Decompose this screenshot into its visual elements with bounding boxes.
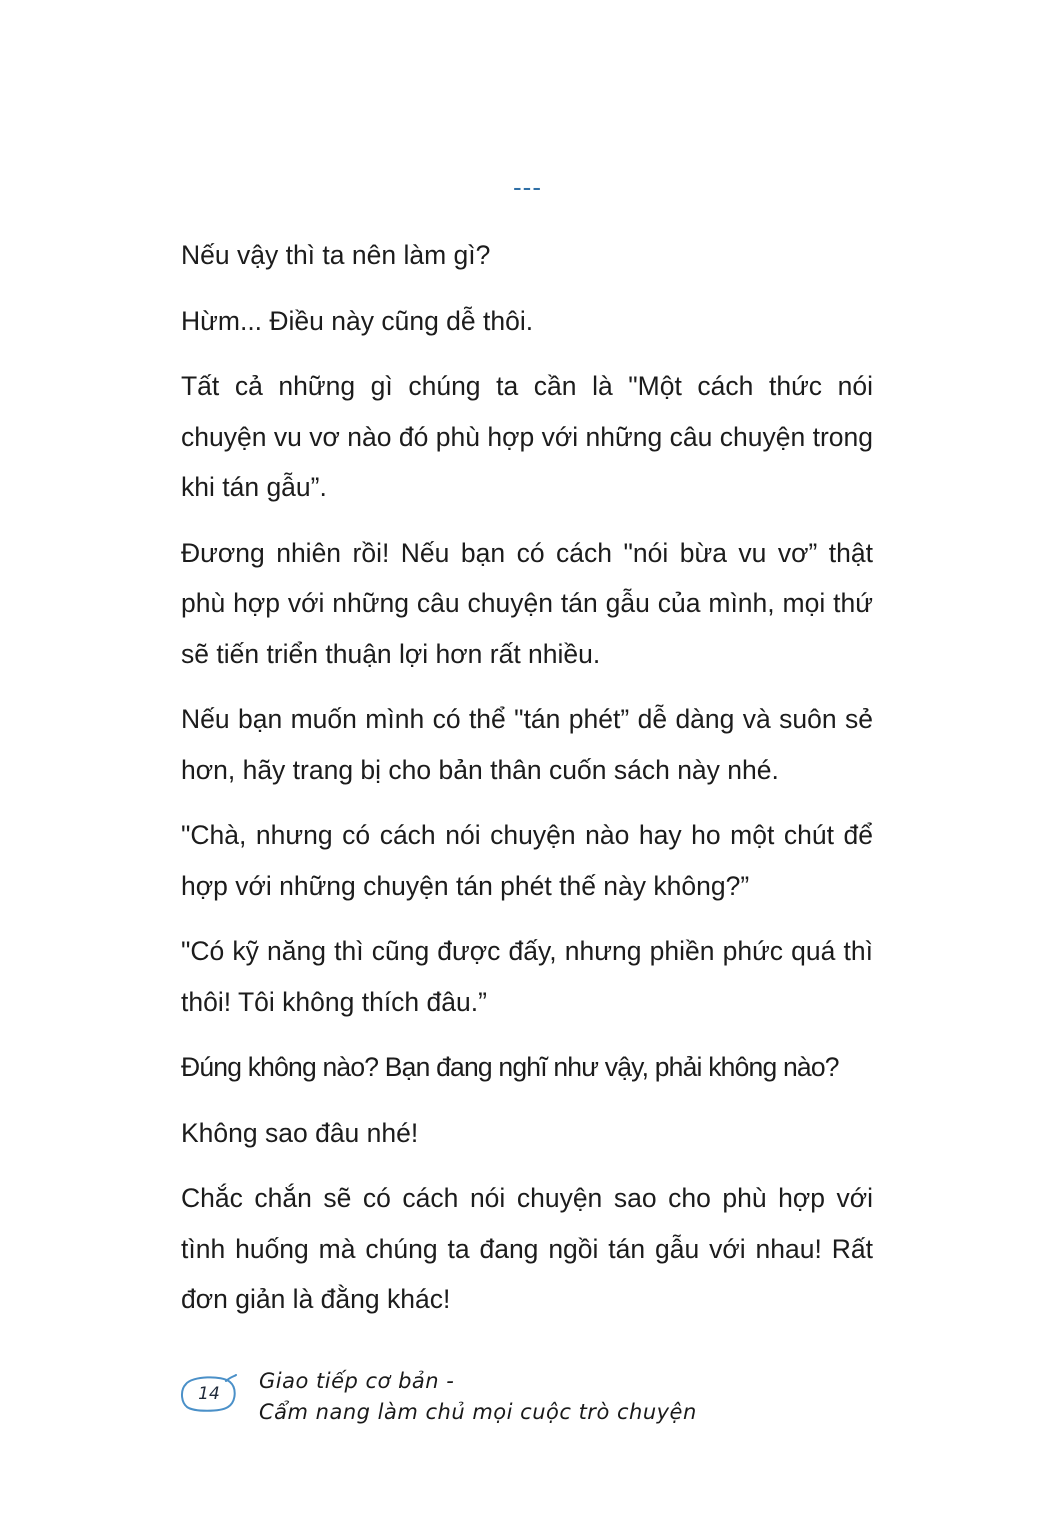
paragraph-2: Hừm... Điều này cũng dễ thôi. (181, 305, 534, 336)
running-title-line-1: Giao tiếp cơ bản - (259, 1369, 455, 1393)
paragraph-8: Đúng không nào? Bạn đang nghĩ như vậy, phải không nào? (181, 1052, 839, 1082)
paragraph-1: Nếu vậy thì ta nên làm gì? (181, 240, 491, 270)
section-separator: --- (513, 172, 542, 202)
page-number-badge (178, 1374, 240, 1414)
paragraph-9: Không sao đâu nhé! (181, 1117, 419, 1148)
paragraph-3: Tất cả những gì chúng ta cần là "Một cách thức nói chuyện vu vơ nào đó phù hợp với những câu chuyện trong khi tán gẫu”. (181, 371, 873, 502)
running-title (259, 1366, 697, 1428)
paragraph-5: Nếu bạn muốn mình có thể "tán phét” dễ dàng và suôn sẻ hơn, hãy trang bị cho bản thân cuốn sách này nhé. (181, 704, 873, 785)
paragraph-7: "Có kỹ năng thì cũng được đấy, nhưng phiền phức quá thì thôi! Tôi không thích đâu.” (181, 936, 873, 1017)
running-title-line-2: Cẩm nang làm chủ mọi cuộc trò chuyện (259, 1400, 697, 1424)
paragraph-6: "Chà, nhưng có cách nói chuyện nào hay ho một chút để hợp với những chuyện tán phét thế này không?” (181, 820, 873, 901)
page-footer (178, 1366, 738, 1446)
body-text (181, 230, 873, 1340)
paragraph-10: Chắc chắn sẽ có cách nói chuyện sao cho phù hợp với tình huống mà chúng ta đang ngồi tán gẫu với nhau! Rất đơn giản là đằng khác! (181, 1183, 873, 1314)
paragraph-4: Đương nhiên rồi! Nếu bạn có cách "nói bừa vu vơ” thật phù hợp với những câu chuyện tán gẫu của mình, mọi thứ sẽ tiến triển thuận lợi hơn rất nhiều. (181, 537, 873, 669)
page-number: 14 (198, 1384, 220, 1404)
